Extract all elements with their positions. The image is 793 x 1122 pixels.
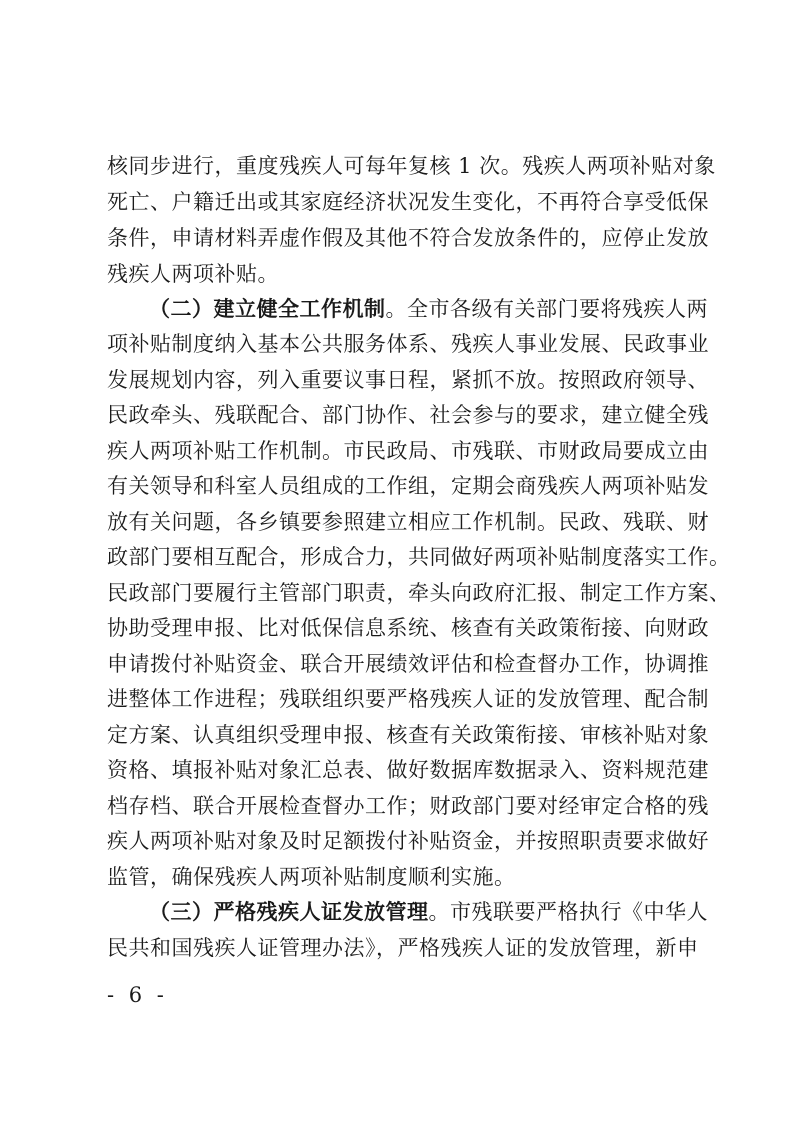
section-heading-line [149,291,708,327]
text-line: 政部门要相互配合，形成合力，共同做好两项补贴制度落实工作。 [107,545,731,569]
section-heading-line [149,894,708,930]
text-line: 疾人两项补贴工作机制。市民政局、市残联、市财政局要成立由 [107,439,709,463]
text-line: 定方案、认真组织受理申报、核查有关政策衔接、审核补贴对象 [107,723,709,747]
text-line: 核同步进行，重度残疾人可每年复核 1 次。残疾人两项补贴对象 [107,154,716,178]
text-line: 发展规划内容，列入重要议事日程，紧抓不放。按照政府领导、 [107,368,709,392]
text-line: 协助受理申报、比对低保信息系统、核查有关政策衔接、向财政 [107,616,709,640]
text-line: 民政部门要履行主管部门职责，牵头向政府汇报、制定工作方案、 [107,581,731,605]
text-line: 项补贴制度纳入基本公共服务体系、残疾人事业发展、民政事业 [107,332,709,356]
text-line: 放有关问题，各乡镇要参照建立相应工作机制。民政、残联、财 [107,510,709,534]
text-line: 申请拨付补贴资金、联合开展绩效评估和检查督办工作，协调推 [107,652,709,676]
page-number: - 6 - [107,983,168,1007]
text-line: 民政牵头、残联配合、部门协作、社会参与的要求，建立健全残 [107,403,709,427]
text-line: 死亡、户籍迁出或其家庭经济状况发生变化，不再符合享受低保 [107,190,709,214]
text-line: 监管，确保残疾人两项补贴制度顺利实施。 [107,865,516,889]
text-line: 有关领导和科室人员组成的工作组，定期会商残疾人两项补贴发 [107,474,709,498]
text-run: 。市残联要严格执行《中华人 [428,900,708,924]
text-line: 进整体工作进程；残联组织要严格残疾人证的发放管理、配合制 [107,687,709,711]
text-line: 疾人两项补贴对象及时足额拨付补贴资金，并按照职责要求做好 [107,829,709,853]
section-heading: （三）严格残疾人证发放管理 [149,900,429,924]
text-line: 残疾人两项补贴。 [107,262,279,286]
text-line: 档存档、联合开展检查督办工作；财政部门要对经审定合格的残 [107,794,709,818]
text-line: 条件，申请材料弄虚作假及其他不符合发放条件的，应停止发放 [107,226,709,250]
text-run: 。全市各级有关部门要将残疾人两 [385,297,708,321]
section-heading: （二）建立健全工作机制 [149,297,386,321]
text-line: 民共和国残疾人证管理办法》，严格残疾人证的发放管理，新申 [107,936,699,960]
text-line: 资格、填报补贴对象汇总表、做好数据库数据录入、资料规范建 [107,758,709,782]
